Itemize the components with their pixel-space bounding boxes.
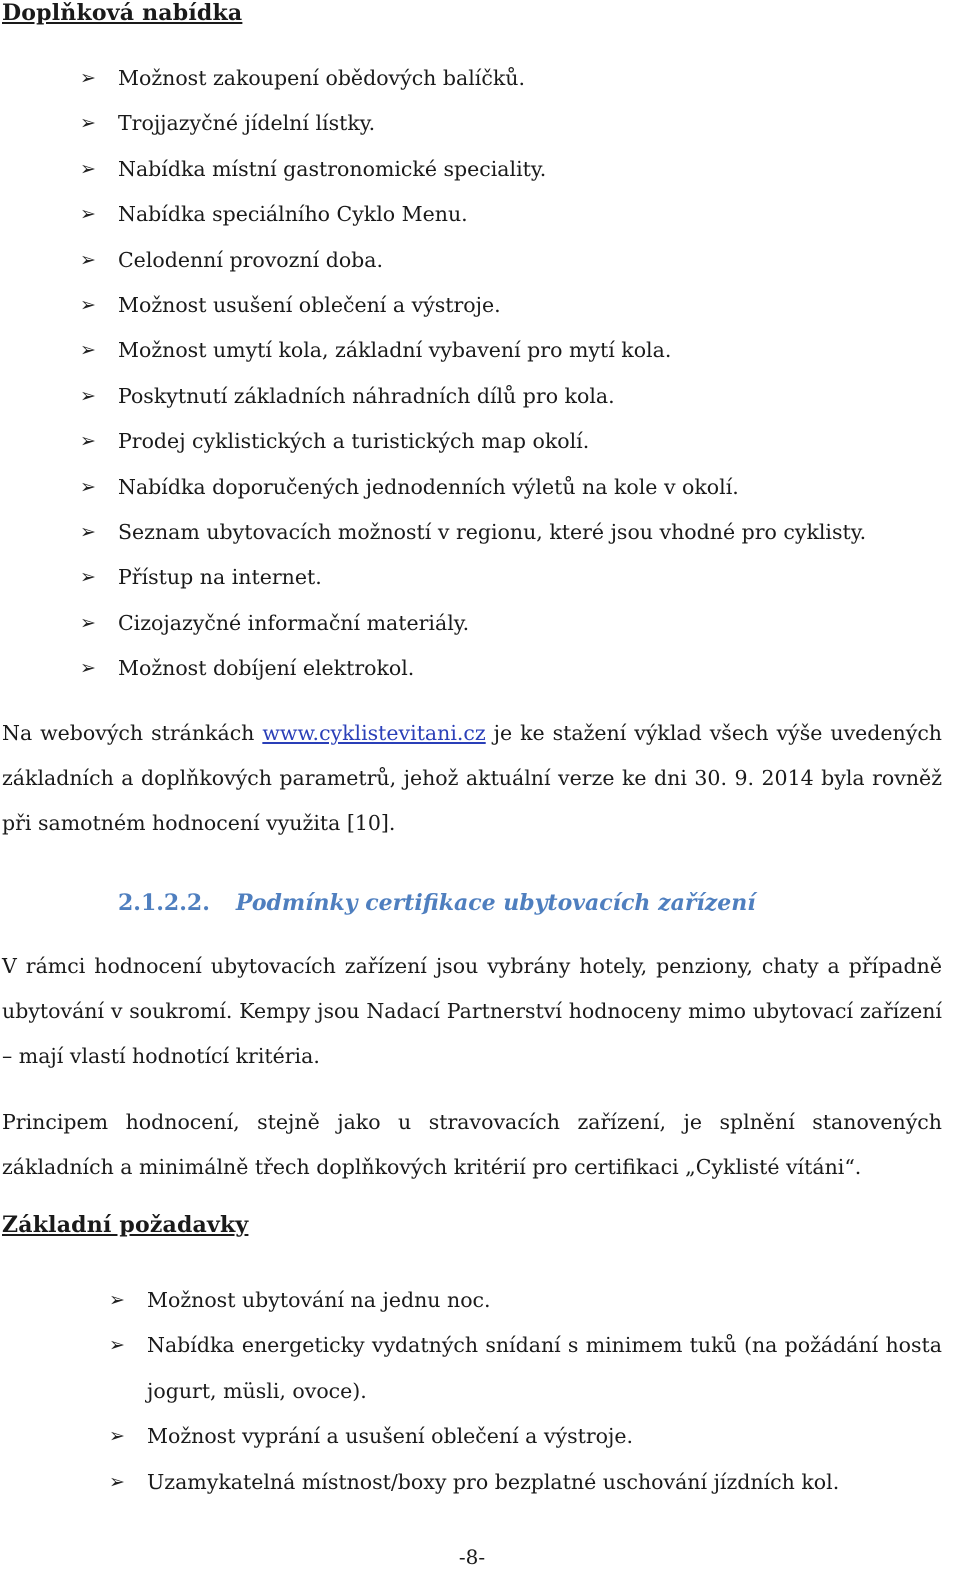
basic-requirements-list bbox=[109, 1278, 942, 1505]
list-item: ➢ Prodej cyklistických a turistických map okolí. bbox=[118, 419, 938, 464]
principle-paragraph: Principem hodnocení, stejně jako u stravovacích zařízení, je splnění stanovených základních a minimálně třech doplňkových kritérií pro certifikaci „Cyklisté vítáni“. bbox=[2, 1110, 942, 1179]
web-paragraph: Na webových stránkách www.cyklistevitani.cz je ke stažení výklad všech výše uvedených základních a doplňkových parametrů, jehož aktuální verze ke dni 30. 9. 2014 byla rovněž při samotném hodnocení využita [10]. bbox=[2, 721, 942, 835]
arrow-bullet-icon: ➢ bbox=[80, 430, 96, 453]
arrow-bullet-icon: ➢ bbox=[80, 566, 96, 589]
supplementary-offer-list bbox=[80, 56, 938, 691]
arrow-bullet-icon: ➢ bbox=[80, 384, 96, 407]
arrow-bullet-icon: ➢ bbox=[80, 112, 96, 135]
list-item: ➢ Seznam ubytovacích možností v regionu, které jsou vhodné pro cyklisty. bbox=[118, 510, 938, 555]
arrow-bullet-icon: ➢ bbox=[80, 293, 96, 316]
list-item: ➢ Možnost zakoupení obědových balíčků. bbox=[118, 56, 938, 101]
list-item: ➢ Nabídka doporučených jednodenních výletů na kole v okolí. bbox=[118, 465, 938, 510]
list-item: ➢ Možnost umytí kola, základní vybavení pro mytí kola. bbox=[118, 328, 938, 373]
subsection-heading bbox=[118, 890, 756, 916]
section-heading-doplnkova-nabidka: Doplňková nabídka bbox=[2, 0, 243, 26]
arrow-bullet-icon: ➢ bbox=[80, 203, 96, 226]
arrow-bullet-icon: ➢ bbox=[80, 339, 96, 362]
arrow-bullet-icon: ➢ bbox=[80, 611, 96, 634]
list-item: ➢ Možnost vyprání a usušení oblečení a výstroje. bbox=[147, 1414, 942, 1459]
page-number: -8- bbox=[458, 1545, 486, 1569]
list-item: ➢ Cizojazyčné informační materiály. bbox=[118, 601, 938, 646]
arrow-bullet-icon: ➢ bbox=[80, 67, 96, 89]
arrow-bullet-icon: ➢ bbox=[80, 157, 96, 180]
list-item: ➢ Přístup na internet. bbox=[118, 555, 938, 600]
list-item: ➢ Nabídka energeticky vydatných snídaní s minimem tuků (na požádání hosta jogurt, müsli, ovoce). bbox=[147, 1323, 942, 1414]
arrow-bullet-icon: ➢ bbox=[80, 475, 96, 498]
list-item: ➢ Možnost usušení oblečení a výstroje. bbox=[118, 283, 938, 328]
list-item: ➢ Celodenní provozní doba. bbox=[118, 238, 938, 283]
list-item: ➢ Trojjazyčné jídelní lístky. bbox=[118, 101, 938, 146]
arrow-bullet-icon: ➢ bbox=[109, 1334, 125, 1357]
cyklistevitani-link[interactable]: www.cyklistevitani.cz bbox=[262, 721, 486, 745]
arrow-bullet-icon: ➢ bbox=[109, 1425, 125, 1448]
subsection-title: Podmínky certifikace ubytovacích zařízení bbox=[235, 890, 756, 916]
list-item: ➢ Možnost ubytování na jednu noc. bbox=[147, 1278, 942, 1323]
list-item: ➢ Nabídka speciálního Cyklo Menu. bbox=[118, 192, 938, 237]
section-heading-zakladni-pozadavky: Základní požadavky bbox=[2, 1212, 249, 1238]
list-item: ➢ Poskytnutí základních náhradních dílů pro kola. bbox=[118, 374, 938, 419]
subsection-number: 2.1.2.2. bbox=[118, 890, 210, 916]
arrow-bullet-icon: ➢ bbox=[109, 1470, 125, 1493]
arrow-bullet-icon: ➢ bbox=[80, 248, 96, 271]
accommodation-paragraph: V rámci hodnocení ubytovacích zařízení jsou vybrány hotely, penziony, chaty a případně ubytování v soukromí. Kempy jsou Nadací Partnerství hodnoceny mimo ubytovací zařízení – mají vlastí hodnotící kritéria. bbox=[2, 954, 942, 1068]
list-item: ➢ Uzamykatelná místnost/boxy pro bezplatné uschování jízdních kol. bbox=[147, 1460, 942, 1505]
arrow-bullet-icon: ➢ bbox=[80, 520, 96, 543]
arrow-bullet-icon: ➢ bbox=[109, 1289, 125, 1311]
list-item: ➢ Nabídka místní gastronomické speciality. bbox=[118, 147, 938, 192]
list-item: ➢ Možnost dobíjení elektrokol. bbox=[118, 646, 938, 691]
arrow-bullet-icon: ➢ bbox=[80, 657, 96, 680]
